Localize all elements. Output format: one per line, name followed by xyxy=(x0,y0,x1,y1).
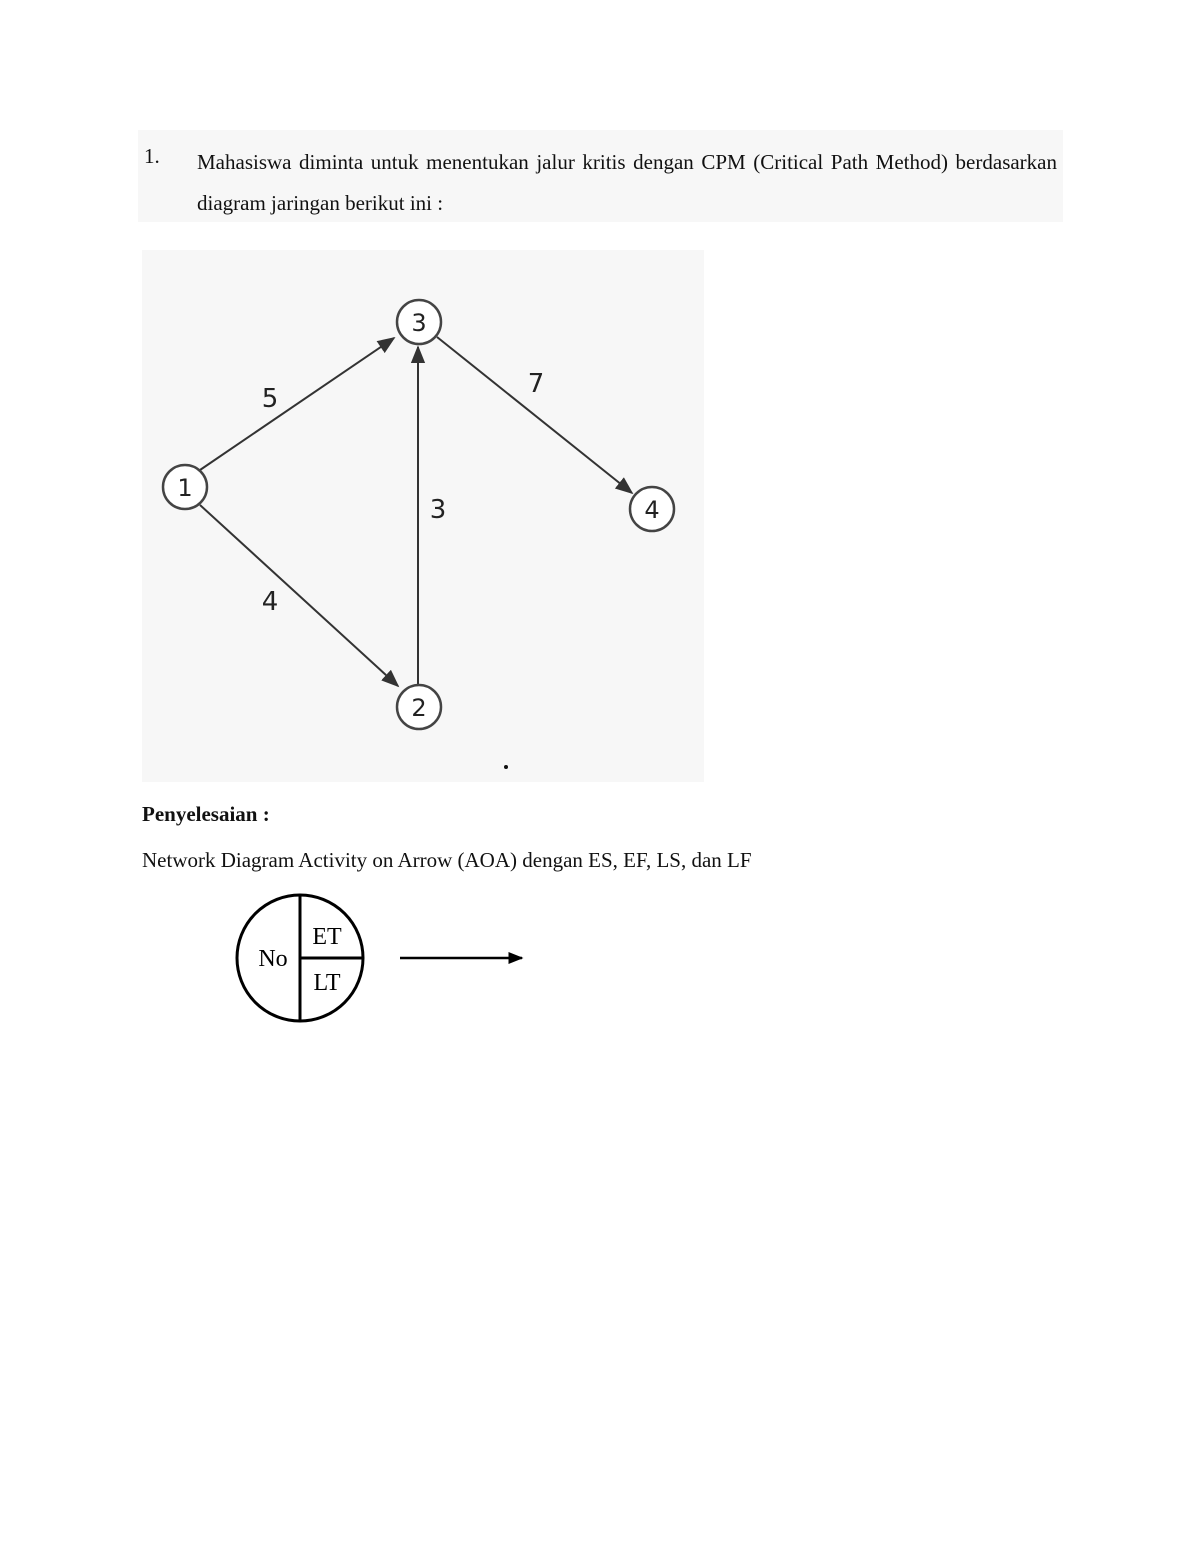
stray-dot xyxy=(504,765,508,769)
node-legend-svg xyxy=(226,888,536,1028)
question-text: Mahasiswa diminta untuk menentukan jalur kritis dengan CPM (Critical Path Method) berdasarkan diagram jaringan berikut ini : xyxy=(197,150,1057,215)
edge-label-3-4: 7 xyxy=(527,369,545,399)
question-block xyxy=(138,130,1063,222)
edge-1-2 xyxy=(200,505,398,686)
node-4-label: 4 xyxy=(644,496,660,524)
solution-heading: Penyelesaian : xyxy=(142,802,270,826)
question-number: 1. xyxy=(144,144,160,168)
legend-node-circle xyxy=(237,895,363,1021)
solution-description: Network Diagram Activity on Arrow (AOA) dengan ES, EF, LS, dan LF xyxy=(142,848,752,872)
edge-1-3 xyxy=(200,338,394,470)
node-4 xyxy=(630,487,674,531)
node-2 xyxy=(397,685,441,729)
node-2-label: 2 xyxy=(411,694,427,722)
edge-label-1-2: 4 xyxy=(261,587,279,617)
edge-label-1-3: 5 xyxy=(261,384,279,414)
node-3-label: 3 xyxy=(411,309,427,337)
node-1 xyxy=(163,465,207,509)
node-legend xyxy=(226,888,536,1028)
legend-lt-label: LT xyxy=(313,970,341,996)
edge-label-2-3: 3 xyxy=(429,495,447,525)
edge-3-4 xyxy=(437,337,632,493)
network-diagram-svg xyxy=(142,250,704,782)
network-diagram xyxy=(142,250,704,782)
legend-no-label: No xyxy=(258,946,288,972)
node-1-label: 1 xyxy=(177,474,193,502)
node-3 xyxy=(397,300,441,344)
legend-et-label: ET xyxy=(312,924,342,950)
